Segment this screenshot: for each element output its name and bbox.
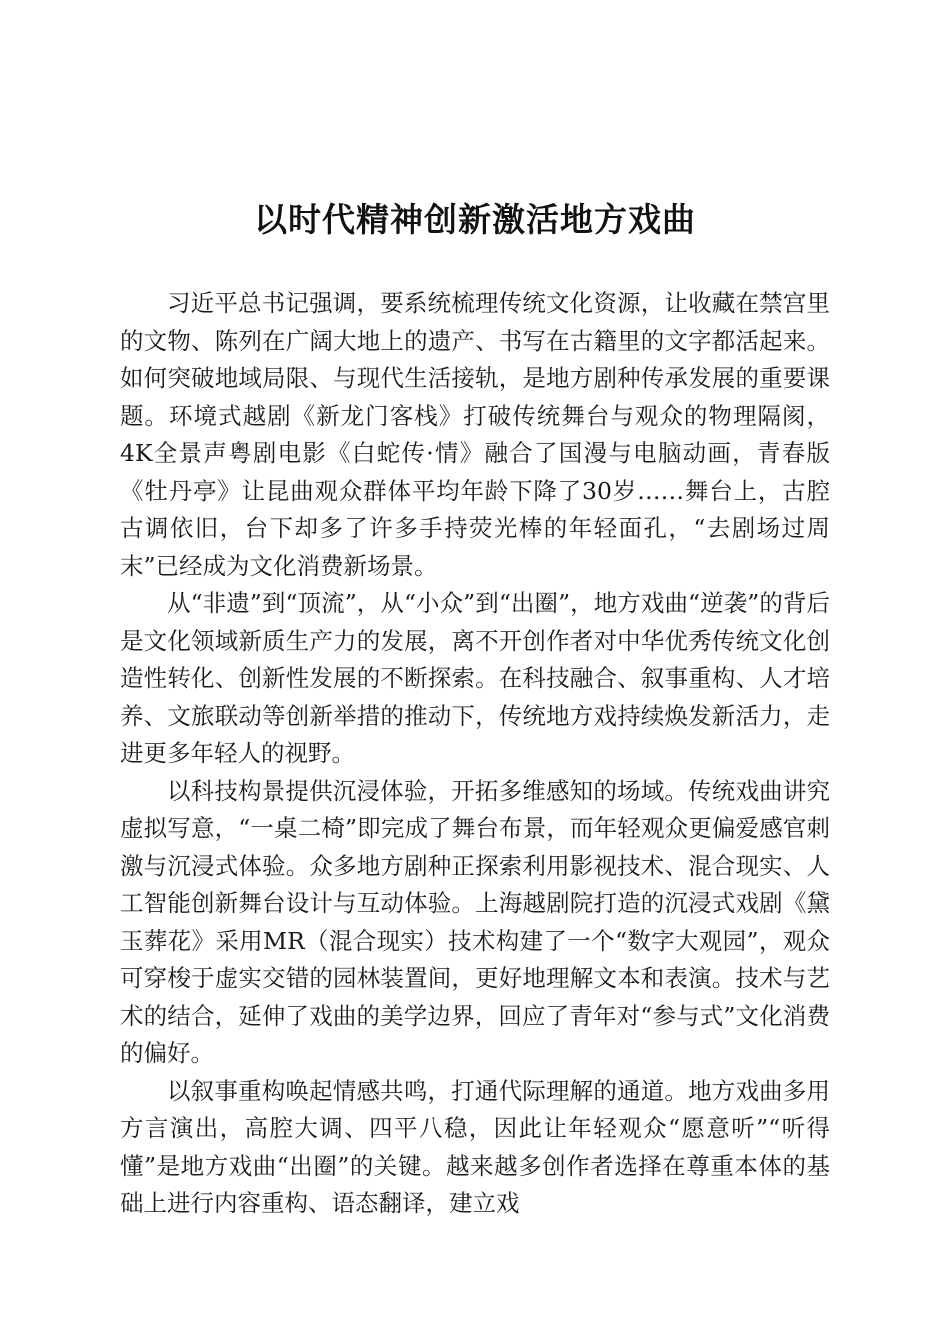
paragraph: 以叙事重构唤起情感共鸣，打通代际理解的通道。地方戏曲多用方言演出，高腔大调、四平八稳，因此让年轻观众“愿意听”“听得懂”是地方戏曲“出圈”的关键。越来越多创作者选择在尊重本体的基础上进行内容重构、语态翻译，建立戏 — [120, 1076, 830, 1217]
document-body — [120, 285, 830, 1223]
paragraph: 以科技构景提供沉浸体验，开拓多维感知的场域。传统戏曲讲究虚拟写意，“一桌二椅”即完成了舞台布景，而年轻观众更偏爱感官刺激与沉浸式体验。众多地方剧种正探索利用影视技术、混合现实、人工智能创新舞台设计与互动体验。上海越剧院打造的沉浸式戏剧《黛玉葬花》采用MR（混合现实）技术构建了一个“数字大观园”，观众可穿梭于虚实交错的园林装置间，更好地理解文本和表演。技术与艺术的结合，延伸了戏曲的美学边界，回应了青年对“参与式”文化消费的偏好。 — [120, 776, 830, 1067]
document-title: 以时代精神创新激活地方戏曲 — [254, 200, 696, 239]
paragraph: 从“非遗”到“顶流”，从“小众”到“出圈”，地方戏曲“逆袭”的背后是文化领域新质生产力的发展，离不开创作者对中华优秀传统文化创造性转化、创新性发展的不断探索。在科技融合、叙事重构、人才培养、文旅联动等创新举措的推动下，传统地方戏持续焕发新活力，走进更多年轻人的视野。 — [120, 589, 830, 767]
paragraph: 习近平总书记强调，要系统梳理传统文化资源，让收藏在禁宫里的文物、陈列在广阔大地上的遗产、书写在古籍里的文字都活起来。如何突破地域局限、与现代生活接轨，是地方剧种传承发展的重要课题。环境式越剧《新龙门客栈》打破传统舞台与观众的物理隔阂，4K全景声粤剧电影《白蛇传·情》融合了国漫与电脑动画，青春版《牡丹亭》让昆曲观众群体平均年龄下降了30岁……舞台上，古腔古调依旧，台下却多了许多手持荧光棒的年轻面孔，“去剧场过周末”已经成为文化消费新场景。 — [120, 289, 830, 580]
